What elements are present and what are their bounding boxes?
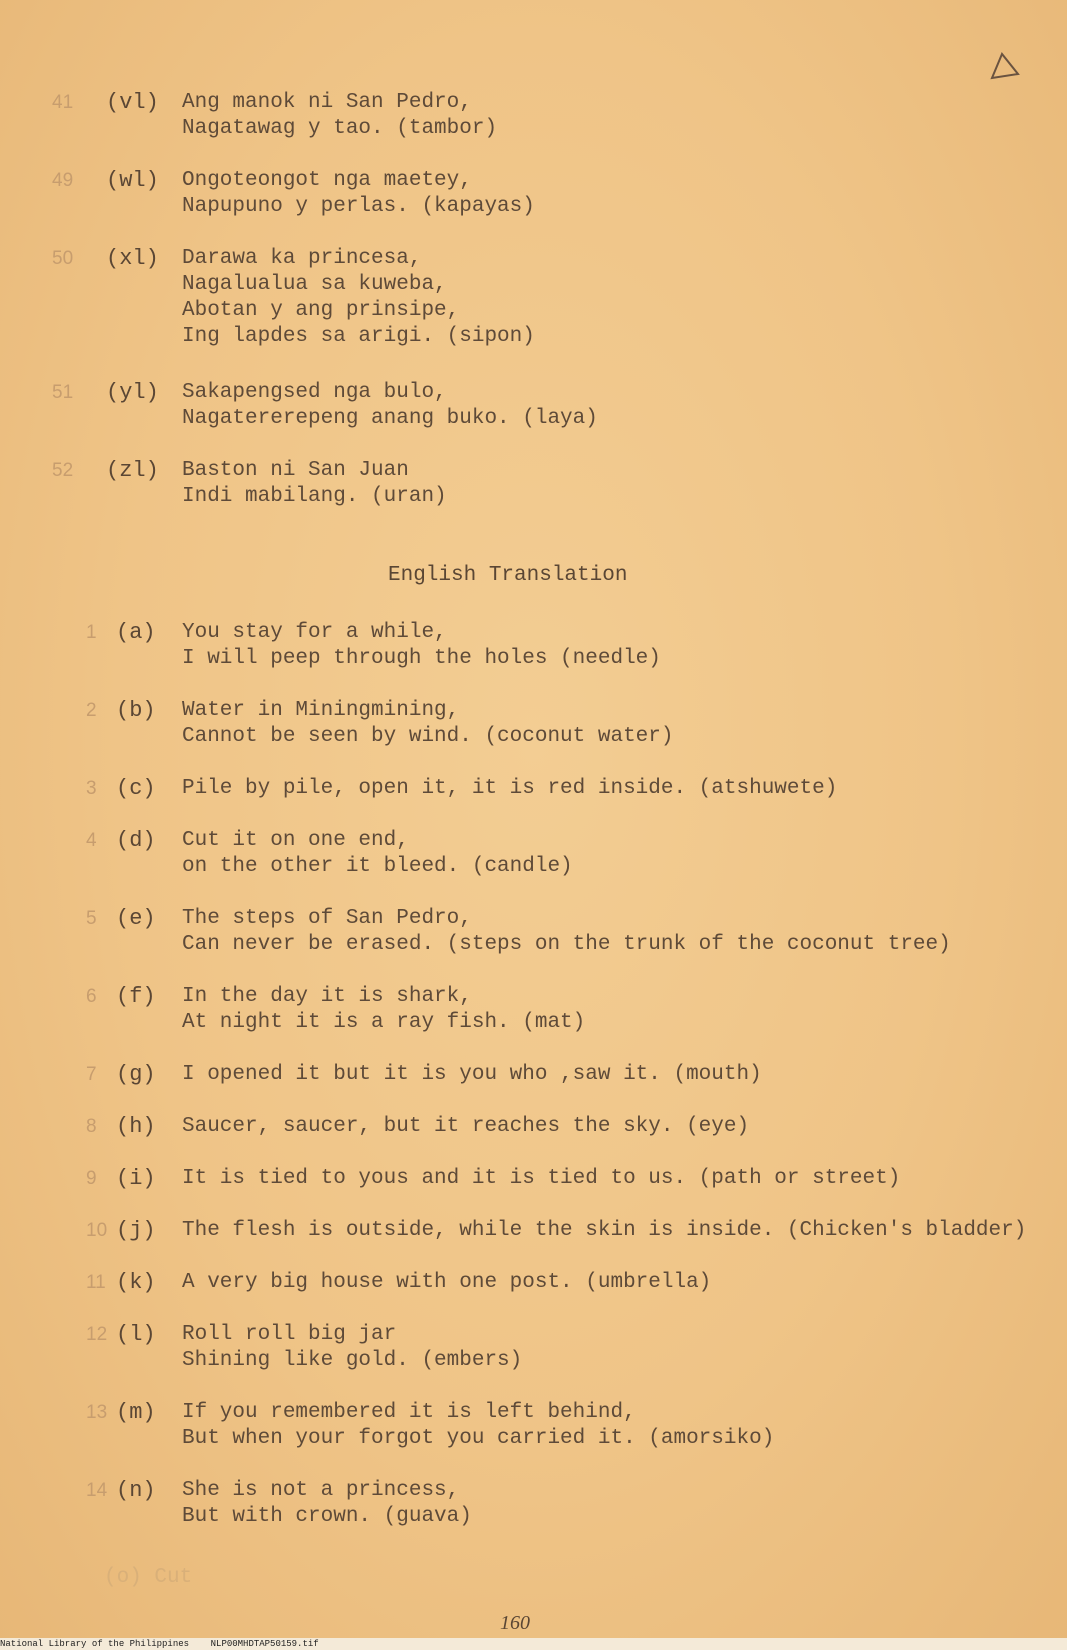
riddle-text [182,906,951,958]
riddle-line: Ongoteongot nga maetey, [182,169,472,192]
riddle-line: In the day it is shark, [182,985,472,1008]
riddle-label: (k) [116,1270,156,1295]
riddle-line: Ang manok ni San Pedro, [182,91,472,114]
riddle-label: (g) [116,1062,156,1087]
section-heading: English Translation [388,564,628,587]
riddle-text [182,1322,522,1374]
riddle-text [182,1400,774,1452]
riddle-text [182,1062,762,1088]
riddle-text [182,168,535,220]
riddle-text [182,90,497,142]
page-number: 160 [500,1612,530,1634]
riddle-text [182,1166,900,1192]
riddle-line: You stay for a while, [182,621,447,644]
riddle-label: (zl) [106,458,159,483]
riddle-text [182,1114,749,1140]
riddle-margin-number: 7 [86,1064,97,1085]
riddle-line: Napupuno y perlas. (kapayas) [182,195,535,218]
faded-entry: (o) Cut [104,1566,193,1589]
riddle-line: It is tied to yous and it is tied to us. (path or street) [182,1167,901,1190]
riddle-line: She is not a princess, [182,1479,460,1502]
riddle-label: (xl) [106,246,159,271]
riddle-label: (i) [116,1166,156,1191]
triangle-mark-icon [988,50,1024,84]
riddle-line: I will peep through the holes (needle) [182,647,661,670]
footer-filename: NLP00MHDTAP50159.tif [210,1639,319,1649]
riddle-margin-number: 50 [52,248,74,269]
riddle-line: At night it is a ray fish. (mat) [182,1011,586,1034]
riddle-line: Cannot be seen by wind. (coconut water) [182,725,674,748]
footer-source: National Library of the Philippines [0,1639,190,1649]
riddle-line: Baston ni San Juan [182,459,409,482]
riddle-margin-number: 49 [52,170,74,191]
riddle-text [182,380,598,432]
riddle-line: Can never be erased. (steps on the trunk of the coconut tree) [182,933,951,956]
riddle-line: I opened it but it is you who ,saw it. (mouth) [182,1063,762,1086]
riddle-text [182,246,535,350]
riddle-margin-number: 4 [86,830,97,851]
riddle-margin-number: 3 [86,778,97,799]
riddle-text [182,458,447,510]
riddle-text [182,828,573,880]
riddle-line: Cut it on one end, [182,829,409,852]
riddle-margin-number: 12 [86,1324,108,1345]
riddle-line: But when your forgot you carried it. (amorsiko) [182,1427,775,1450]
riddle-label: (d) [116,828,156,853]
riddle-line: Roll roll big jar [182,1323,397,1346]
riddle-line: Abotan y ang prinsipe, [182,299,460,322]
riddle-margin-number: 52 [52,460,74,481]
riddle-line: Nagatererepeng anang buko. (laya) [182,407,598,430]
riddle-label: (h) [116,1114,156,1139]
riddle-margin-number: 1 [86,622,97,643]
riddle-label: (c) [116,776,156,801]
riddle-line: Ing lapdes sa arigi. (sipon) [182,325,535,348]
riddle-label: (e) [116,906,156,931]
riddle-label: (yl) [106,380,159,405]
riddle-line: Saucer, saucer, but it reaches the sky. (eye) [182,1115,750,1138]
riddle-margin-number: 6 [86,986,97,1007]
riddle-line: Darawa ka princesa, [182,247,422,270]
riddle-text [182,776,837,802]
riddle-line: Shining like gold. (embers) [182,1349,523,1372]
scan-footer [0,1638,1067,1650]
riddle-label: (n) [116,1478,156,1503]
riddle-margin-number: 41 [52,92,74,113]
riddle-margin-number: 51 [52,382,74,403]
riddle-label: (a) [116,620,156,645]
riddle-text [182,1478,472,1530]
riddle-label: (j) [116,1218,156,1243]
riddle-margin-number: 2 [86,700,97,721]
riddle-margin-number: 9 [86,1168,97,1189]
riddle-text [182,620,661,672]
riddle-line: But with crown. (guava) [182,1505,472,1528]
riddle-label: (f) [116,984,156,1009]
riddle-line: The flesh is outside, while the skin is inside. (Chicken's bladder) [182,1219,1027,1242]
riddle-text [182,984,585,1036]
riddle-text [182,1218,1026,1244]
riddle-margin-number: 13 [86,1402,108,1423]
riddle-label: (l) [116,1322,156,1347]
riddle-line: on the other it bleed. (candle) [182,855,573,878]
riddle-text [182,1270,711,1296]
riddle-line: Sakapengsed nga bulo, [182,381,447,404]
riddle-label: (b) [116,698,156,723]
riddle-margin-number: 5 [86,908,97,929]
riddle-text [182,698,673,750]
riddle-margin-number: 8 [86,1116,97,1137]
riddle-line: Nagatawag y tao. (tambor) [182,117,498,140]
riddle-line: Pile by pile, open it, it is red inside. (atshuwete) [182,777,838,800]
riddle-line: If you remembered it is left behind, [182,1401,636,1424]
riddle-line: Nagalualua sa kuweba, [182,273,447,296]
riddle-label: (m) [116,1400,156,1425]
riddle-line: Indi mabilang. (uran) [182,485,447,508]
riddle-margin-number: 10 [86,1220,108,1241]
riddle-label: (wl) [106,168,159,193]
riddle-label: (vl) [106,90,159,115]
riddle-line: Water in Miningmining, [182,699,460,722]
riddle-line: The steps of San Pedro, [182,907,472,930]
riddle-margin-number: 14 [86,1480,108,1501]
riddle-line: A very big house with one post. (umbrella) [182,1271,712,1294]
riddle-margin-number: 11 [86,1272,106,1293]
